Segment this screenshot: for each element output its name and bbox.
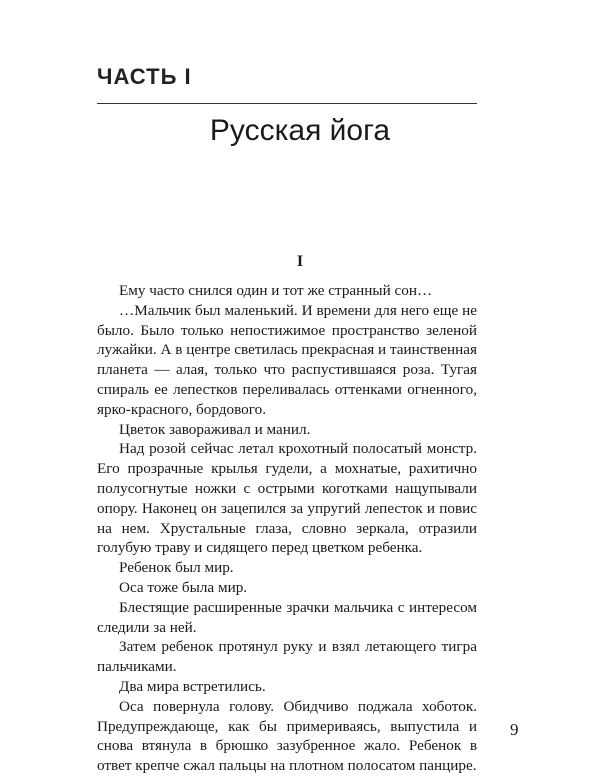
paragraph: …Мальчик был маленький. И времени для него еще не было. Было только непостижимое пространство зеленой лужайки. А в центре светилась прекрасная и таинственная планета — алая, только что распустившаяся роза. Тугая спираль ее лепестков переливалась оттенками огненного, ярко-красного, бордового. <box>97 301 477 418</box>
paragraph: Ему часто снился один и тот же странный сон… <box>119 282 433 299</box>
paragraph: Затем ребенок протянул руку и взял летающего тигра пальчиками. <box>97 638 477 676</box>
paragraph: Ребенок был мир. <box>119 559 234 577</box>
paragraph: Оса тоже была мир. <box>119 578 248 596</box>
body-text <box>97 281 477 776</box>
paragraph: Над розой сейчас летал крохотный полосатый монстр. Его прозрачные крылья гудели, а мохнатые, рахитично полусогнутые ножки с острыми коготками нащупывали опору. Наконец он зацепился за упругий лепесток и повис на нем. Хрустальные глаза, словно зеркала, отразили голубую траву и сидящего перед цветком ребенка. <box>97 440 477 557</box>
title-divider <box>97 103 477 104</box>
part-label: ЧАСТЬ I <box>97 64 192 89</box>
paragraph: Цветок завораживал и манил. <box>119 420 311 438</box>
paragraph: Два мира встретились. <box>119 677 266 695</box>
paragraph: Оса повернула голову. Обидчиво поджала хоботок. Предупреждающе, как бы примериваясь, выпустила и снова втянула в брюшко зазубренное жало. Ребенок в ответ крепче сжал пальцы на плотном полосатом панцире. <box>97 697 477 775</box>
section-number: I <box>296 253 304 270</box>
page-number: 9 <box>510 720 519 739</box>
chapter-title: Русская йога <box>209 114 391 147</box>
paragraph: Блестящие расширенные зрачки мальчика с интересом следили за ней. <box>97 598 477 636</box>
